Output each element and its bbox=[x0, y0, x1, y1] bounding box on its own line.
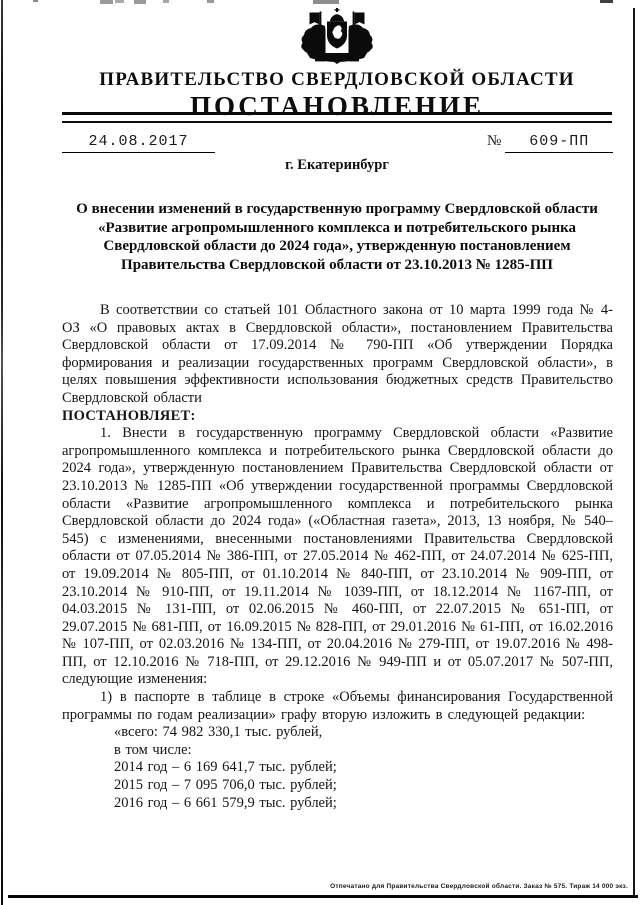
decree-number-field bbox=[487, 133, 613, 153]
scan-top-mark bbox=[134, 0, 146, 4]
city-line: г. Екатеринбург bbox=[285, 157, 389, 173]
decree-number: 609-ПП bbox=[505, 133, 613, 153]
coat-of-arms-icon bbox=[295, 8, 379, 64]
number-sign: № bbox=[487, 133, 502, 149]
print-note: Отпечатано для Правительства Свердловской области. Заказ № 575. Тираж 14 000 экз. bbox=[330, 883, 628, 890]
scan-top-mark bbox=[100, 0, 113, 4]
scan-top-mark bbox=[600, 0, 613, 3]
subitem-1-paragraph: 1) в паспорте в таблице в строке «Объемы финансирования Государственной программы по годам реализации» графу вторую изложить в следующей редакции: bbox=[62, 689, 613, 723]
amount-including-line: в том числе: bbox=[114, 741, 192, 758]
title-line: Свердловской области до 2024 года», утвержденную постановлением bbox=[103, 238, 571, 254]
title-line: О внесении изменений в государственную программу Свердловской области bbox=[76, 201, 598, 217]
scan-top-mark bbox=[207, 0, 214, 3]
scan-top-mark bbox=[163, 0, 169, 3]
document-title bbox=[56, 200, 618, 274]
doc-type-heading: ПОСТАНОВЛЕНИЕ bbox=[189, 91, 485, 121]
amount-2015-line: 2015 год – 7 095 706,0 тыс. рублей; bbox=[114, 777, 337, 794]
scan-top-mark bbox=[313, 0, 339, 4]
header-double-rule bbox=[62, 112, 612, 123]
amount-2016-line: 2016 год – 6 661 579,9 тыс. рублей; bbox=[114, 794, 337, 811]
scan-top-mark bbox=[115, 0, 124, 3]
org-name: ПРАВИТЕЛЬСТВО СВЕРДЛОВСКОЙ ОБЛАСТИ bbox=[99, 69, 575, 90]
resolves-heading: ПОСТАНОВЛЯЕТ: bbox=[62, 407, 196, 424]
scan-top-mark bbox=[33, 0, 38, 2]
scan-left-edge-line bbox=[1, 0, 3, 905]
amount-2014-line: 2014 год – 6 169 641,7 тыс. рублей; bbox=[114, 759, 337, 776]
intro-paragraph: В соответствии со статьей 101 Областного закона от 10 марта 1999 года № 4-ОЗ «О правовых актах в Свердловской области», постановлением Правительства Свердловской области от 17.09.2014 № 790-ПП «Об утверждении Порядка формирования и реализации государственных программ Свердловской области», в целях повышения эффективности использования бюджетных средств Правительство Свердловской области bbox=[62, 302, 613, 406]
item-1-paragraph: 1. Внести в государственную программу Свердловской области «Развитие агропромышленного комплекса и потребительского рынка Свердловской области до 2024 года», утвержденную постановлением Правительства Свердловской области от 23.10.2013 № 1285-ПП «Об утверждении государственной программы Свердловской области «Развитие агропромышленного комплекса и потребительского рынка Свердловской области до 2024 года» («Областная газета», 2013, 13 ноября, № 540–545) с изменениями, внесенными постановлениями Правительства Свердловской области от 07.05.2014 № 386-ПП, от 27.05.2014 № 462-ПП, от 24.07.2014 № 625-ПП, от 19.09.2014 № 805-ПП, от 01.10.2014 № 840-ПП, от 23.10.2014 № 909-ПП, от 23.10.2014 № 910-ПП, от 19.11.2014 № 1039-ПП, от 18.12.2014 № 1167-ПП, от 04.03.2015 № 131-ПП, от 02.06.2015 № 460-ПП, от 22.07.2015 № 651-ПП, от 29.07.2015 № 681-ПП, от 16.09.2015 № 828-ПП, от 29.01.2016 № 61-ПП, от 16.02.2016 № 107-ПП, от 02.03.2016 № 134-ПП, от 20.04.2016 № 279-ПП, от 19.07.2016 № 498-ПП, от 12.10.2016 № 718-ПП, от 29.12.2016 № 949-ПП и от 05.07.2017 № 507-ПП, следующие изменения: bbox=[62, 425, 613, 688]
scan-bottom-edge-line bbox=[8, 895, 638, 898]
title-line: Правительства Свердловской области от 23.10.2013 № 1285-ПП bbox=[121, 256, 553, 273]
amount-total-line: «всего: 74 982 330,1 тыс. рублей, bbox=[114, 724, 323, 741]
decree-date: 24.08.2017 bbox=[62, 133, 215, 153]
scan-right-edge-line bbox=[633, 8, 635, 897]
title-line: «Развитие агропромышленного комплекса и потребительского рынка bbox=[97, 219, 577, 236]
document-body bbox=[62, 302, 613, 812]
